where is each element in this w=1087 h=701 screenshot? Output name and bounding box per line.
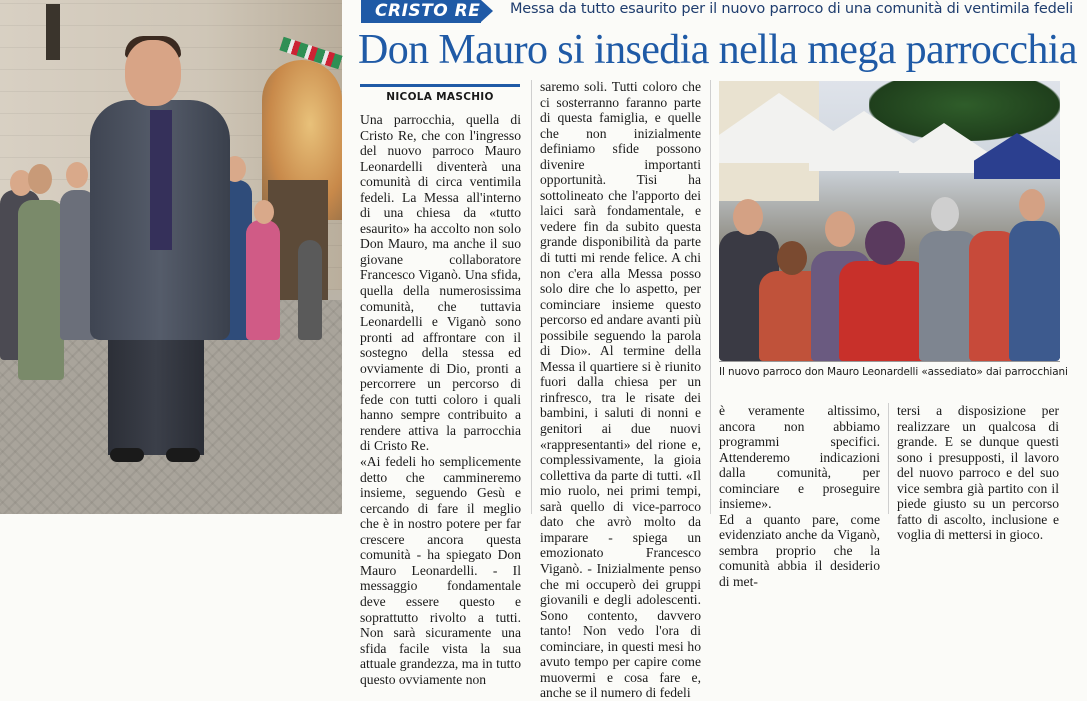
crowd-photo xyxy=(719,81,1060,358)
column-divider xyxy=(710,80,711,514)
caption-rule xyxy=(719,361,1060,362)
photo-caption: Il nuovo parroco don Mauro Leonardelli «assediato» dai parrocchiani xyxy=(719,366,1068,378)
column-divider xyxy=(531,80,532,514)
article-column-4: tersi a disposizione per realizzare un qualcosa di grande. E se dunque questi sono i presupposti, il lavoro del nuovo parroco e del suo vice sembra già partito con il piede giusto su un percorso fatto di ascolto, inclusione e voglia di mettersi in gioco. xyxy=(897,403,1059,543)
article-column-2: saremo soli. Tutti coloro che ci sosterranno faranno parte di questa famiglia, e quelle che non inizialmente definiamo sfide possono divenire importanti opportunità. Tisi ha sottolineato che l'apporto dei laici sarà fondamentale, e vedere fin da subito questa grande disponibilità da parte di tutti mi rende felice. A chi non c'era alla Messa posso solo dire che lo aspetto, per cominciare insieme questo percorso ed andare avanti più possibile seguendo la parola di Dio». Al termine della Messa il quartiere si è riunito fuori dalla chiesa per un rinfresco, tra le risate dei bambini, i saluti di nonni e genitori ai due nuovi «rappresentanti» del rione e, complessivamente, la gioia collettiva da parte di tutti. «Il mio ruolo, nei primi tempi, sarà quello di vice-parroco dato che avrò molto da imparare - spiega un emozionato Francesco Viganò. - Inizialmente penso che mi occuperò dei gruppi giovanili e degli adolescenti. Sono contento, davvero tanto! Non vedo l'ora di cominciare, in questi mesi ho avuto tempo per capire come muovermi e cosa fare e, anche se il numero di fedeli xyxy=(540,79,701,701)
byline: NICOLA MASCHIO xyxy=(386,91,494,103)
column-divider xyxy=(888,403,889,514)
byline-rule xyxy=(360,84,520,87)
headline: Don Mauro si insedia nella mega parrocchia xyxy=(358,27,1077,73)
kicker: Messa da tutto esaurito per il nuovo parroco di una comunità di ventimila fedeli xyxy=(510,1,1074,17)
section-tag: CRISTO RE xyxy=(375,1,481,21)
article-column-3: è veramente altissimo, ancora non abbiamo programmi specifici. Attenderemo indicazioni dalla comunità, per cominciare e proseguire insieme». Ed a quanto pare, come evidenziato anche da Viganò, sembra proprio che la comunità abbia il desiderio di met- xyxy=(719,403,880,590)
article-column-1: Una parrocchia, quella di Cristo Re, che con l'ingresso del nuovo parroco Mauro Leonardelli diventerà una comunità di circa ventimila fedeli. La Messa all'interno di una chiesa da «tutto esaurito» ha accolto non solo Don Mauro, ma anche il suo giovane collaboratore Francesco Viganò. Una sfida, quella della numerosissima comunità, che tuttavia Leonardelli e Viganò sono pronti ad affrontare con il sostegno della stessa ed ovviamente di Dio, pronti a percorrere un percorso di fede con tutti coloro i quali hanno sempre contribuito a rendere attiva la parrocchia di Cristo Re. «Ai fedeli ho semplicemente detto che cammineremo insieme, seguendo Gesù e cercando di fare il meglio che è in nostro potere per far crescere ancora questa comunità - ha spiegato Don Mauro Leonardelli. - Il messaggio fondamentale deve essere questo e soprattutto rivolto a tutti. Non sarà sicuramente una sfida facile vista la sua attuale grandezza, ma in tutto questo ovviamente non xyxy=(360,112,521,687)
priest-photo xyxy=(0,0,342,514)
